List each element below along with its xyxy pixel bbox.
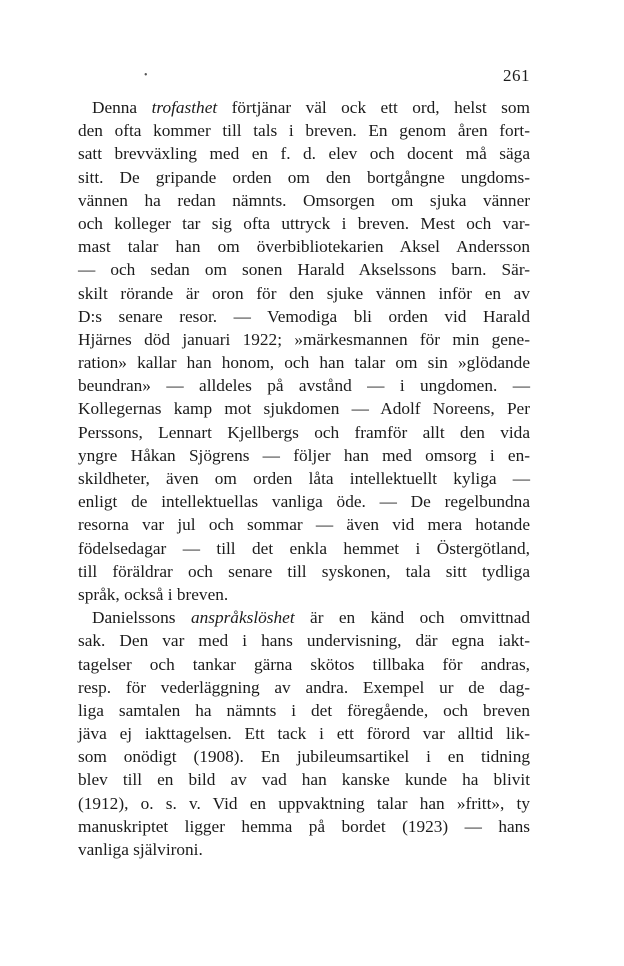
text-line	[78, 282, 530, 305]
text-line	[78, 374, 530, 397]
text-line	[78, 606, 530, 629]
text-run: sak. Den var med i hans undervisning, där egna iakt-	[78, 631, 530, 651]
text-run: tagelser och tankar gärna skötos tillbaka för andras,	[78, 654, 530, 674]
text-run: skildheter, även om orden låta intellektuellt kyliga —	[78, 469, 530, 488]
text-line	[78, 838, 530, 861]
text-line	[78, 583, 530, 606]
text-line	[78, 328, 530, 351]
text-run: resorna var jul och sommar — även vid mera hotande	[78, 515, 530, 535]
text-line	[78, 467, 530, 490]
paragraph	[78, 606, 530, 861]
text-run: satt brevväxling med en f. d. elev och docent må säga	[78, 144, 530, 164]
text-run: födelsedagar — till det enkla hemmet i Östergötland,	[78, 538, 530, 558]
text-line	[78, 421, 530, 444]
text-run: mast talar han om överbibliotekarien Aksel Andersson	[78, 237, 530, 257]
text-line	[78, 722, 530, 745]
text-line	[78, 699, 530, 722]
text-run: och kolleger tar sig ofta uttryck i breven. Mest och var-	[78, 213, 530, 233]
text-line	[78, 629, 530, 652]
text-line	[78, 397, 530, 420]
text-line	[78, 513, 530, 536]
text-run: sitt. De gripande orden om den bortgångne ungdoms-	[78, 167, 530, 187]
text-run: vanliga självironi.	[78, 840, 203, 859]
text-run: jäva ej iakttagelsen. Ett tack i ett förord var alltid lik-	[78, 724, 530, 744]
stray-mark: •	[144, 70, 148, 81]
text-line	[78, 676, 530, 699]
text-run: Kollegernas kamp mot sjukdomen — Adolf Noreens, Per	[78, 399, 530, 419]
text-run: beundran» — alldeles på avstånd — i ungdomen. —	[78, 376, 530, 396]
text-line	[78, 653, 530, 676]
text-line	[78, 490, 530, 513]
text-run: D:s senare resor. — Vemodiga bli orden vid Harald	[78, 306, 530, 326]
text-run: ration» kallar han honom, och han talar om sin »glödande	[78, 353, 530, 373]
text-line	[78, 96, 530, 119]
text-run: enligt de intellektuellas vanliga öde. — De regelbundna	[78, 492, 530, 512]
text-line	[78, 560, 530, 583]
text-line	[78, 745, 530, 768]
text-line	[78, 537, 530, 560]
text-run: är en känd och omvittnad	[294, 608, 531, 628]
paragraph	[78, 96, 530, 606]
text-run: resp. för vederläggning av andra. Exempel ur de dag-	[78, 677, 530, 697]
text-run: Perssons, Lennart Kjellbergs och framför allt den vida	[78, 422, 530, 442]
text-line	[78, 792, 530, 815]
text-line	[78, 768, 530, 791]
emphasized-term: anspråkslöshet	[190, 608, 295, 628]
text-run: Hjärnes död januari 1922; »märkesmannen för min gene-	[78, 329, 530, 349]
text-line	[78, 258, 530, 281]
text-run: blev till en bild av vad han kanske kunde ha blivit	[78, 770, 530, 790]
text-run: Denna	[92, 98, 152, 117]
text-line	[78, 235, 530, 258]
text-run: till föräldrar och senare till syskonen, tala sitt tydliga	[78, 561, 530, 581]
text-run: förtjänar väl ock ett ord, helst som	[217, 98, 530, 117]
emphasized-term: trofasthet	[151, 98, 218, 117]
text-run: (1912), o. s. v. Vid en uppvaktning talar han »fritt», ty	[78, 793, 530, 813]
text-run: vännen ha redan nämnts. Omsorgen om sjuka vänner	[78, 190, 530, 210]
text-line	[78, 444, 530, 467]
text-run: liga samtalen ha nämnts i det föregående, och breven	[78, 700, 530, 720]
text-run: Danielssons	[92, 608, 191, 628]
text-run: yngre Håkan Sjögrens — följer han med omsorg i en-	[78, 445, 530, 465]
text-run: skilt rörande är oron för den sjuke vännen inför en av	[78, 283, 530, 303]
text-line	[78, 305, 530, 328]
page-number: 261	[503, 66, 530, 85]
text-run: den ofta kommer till tals i breven. En genom åren fort-	[78, 121, 530, 141]
text-line	[78, 351, 530, 374]
text-line	[78, 166, 530, 189]
text-run: som onödigt (1908). En jubileumsartikel i en tidning	[78, 747, 530, 767]
text-line	[78, 142, 530, 165]
text-run: manuskriptet ligger hemma på bordet (1923) — hans	[78, 816, 530, 836]
body-text	[78, 96, 530, 861]
text-line	[78, 189, 530, 212]
text-run: — och sedan om sonen Harald Akselssons barn. Sär-	[78, 260, 530, 280]
text-line	[78, 815, 530, 838]
text-line	[78, 212, 530, 235]
text-line	[78, 119, 530, 142]
text-run: språk, också i breven.	[78, 584, 229, 604]
